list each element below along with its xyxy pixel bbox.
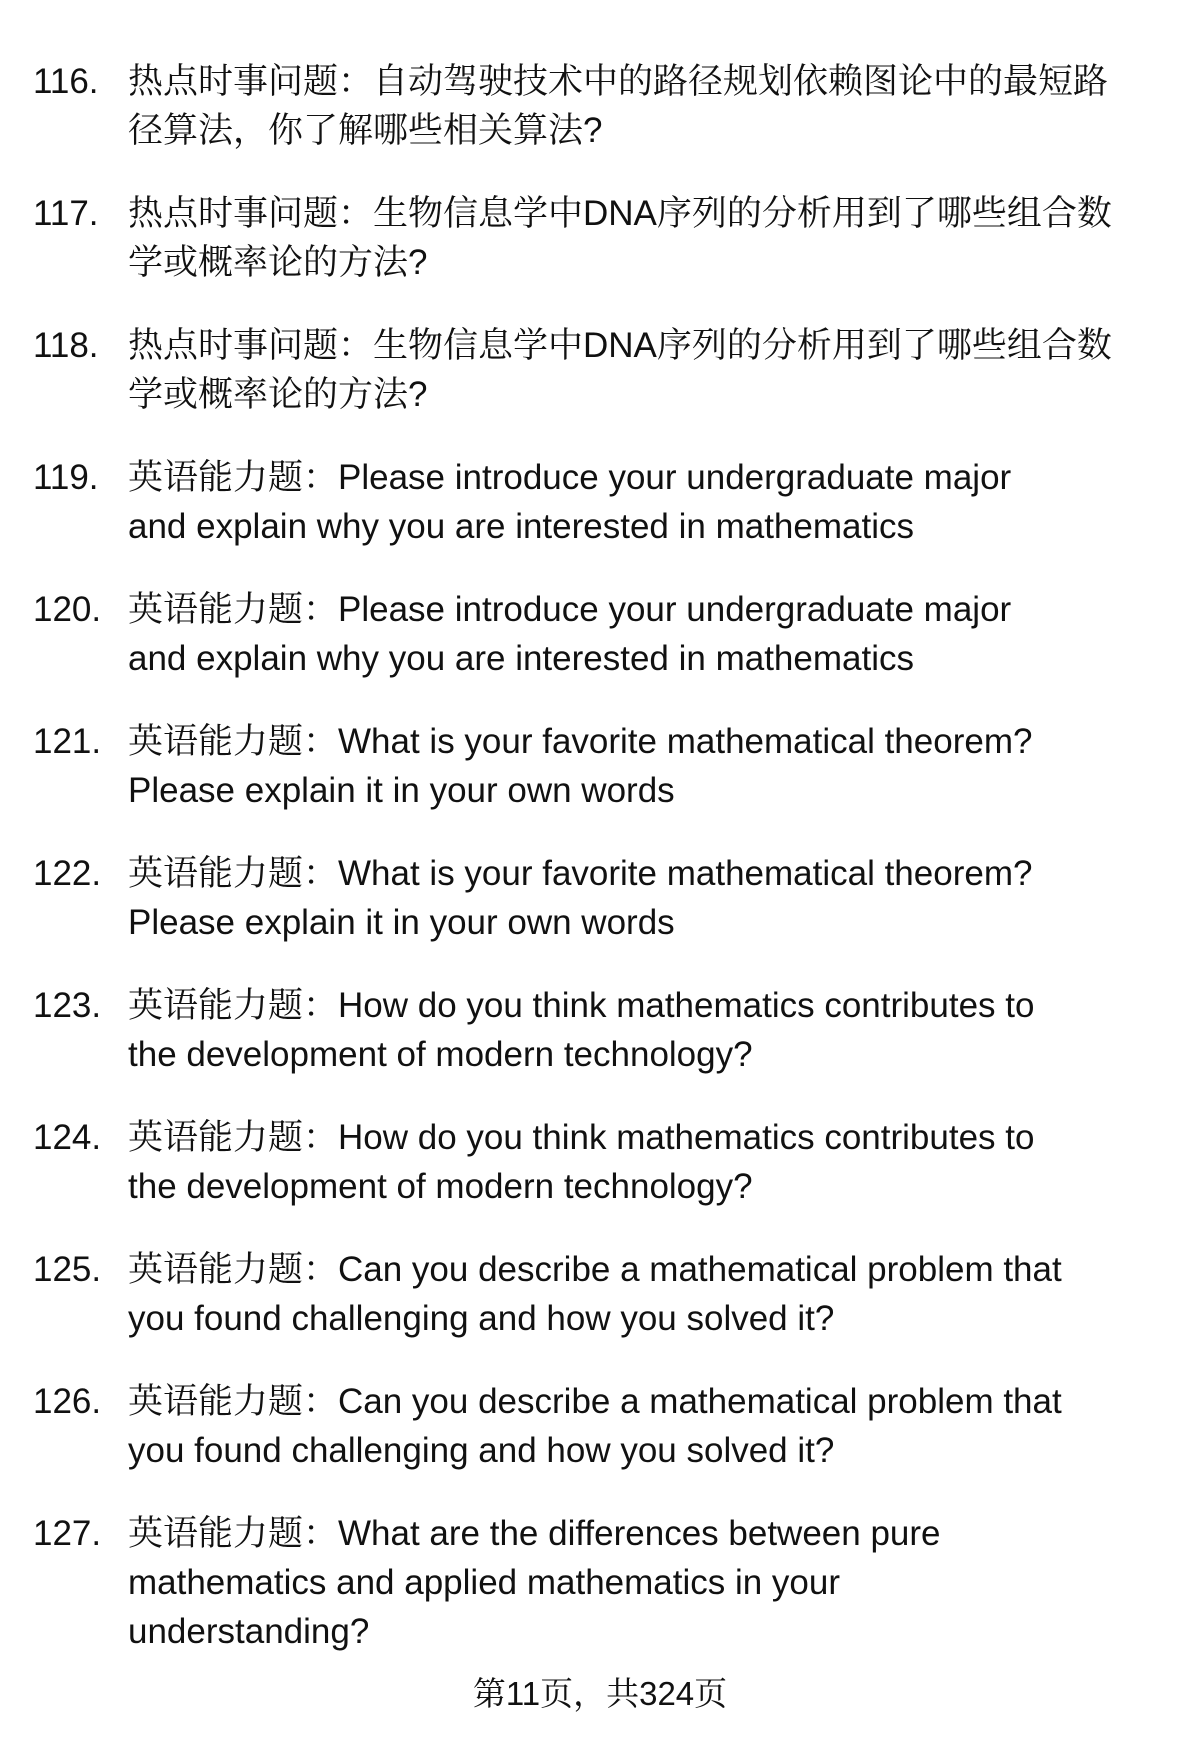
question-item [33,585,1183,683]
question-item [33,57,1183,155]
question-item [33,1245,1183,1343]
question-item [33,189,1183,287]
question-number: 121. [33,722,102,761]
question-number: 116. [33,62,99,101]
question-line: 径算法，你了解哪些相关算法? [128,111,603,150]
question-number: 127. [33,1514,102,1553]
question-line: 热点时事问题：自动驾驶技术中的路径规划依赖图论中的最短路 [128,62,1109,101]
question-line: you found challenging and how you solved it? [128,1299,835,1338]
question-line: 英语能力题：What is your favorite mathematical theorem? [128,722,1033,761]
question-item [33,321,1183,419]
question-text [128,585,1183,683]
question-line: and explain why you are interested in mathematics [128,639,914,678]
question-text [128,57,1183,155]
question-line: 英语能力题：How do you think mathematics contributes to [128,1118,1035,1157]
question-line: 学或概率论的方法? [128,375,428,414]
question-number: 119. [33,458,99,497]
question-line: 英语能力题：What are the differences between pure [128,1514,941,1553]
question-line: mathematics and applied mathematics in your [128,1563,841,1602]
question-line: 英语能力题：Can you describe a mathematical problem that [128,1250,1062,1289]
question-item [33,717,1183,815]
question-text [128,717,1183,815]
question-text [128,453,1183,551]
question-number: 117. [33,194,99,233]
question-line: understanding? [128,1612,370,1651]
question-number: 123. [33,986,102,1025]
question-item [33,1509,1183,1656]
page-number-label: 第11页，共324页 [472,1675,728,1712]
question-list [33,57,1183,1690]
question-line: Please explain it in your own words [128,771,675,810]
question-line: you found challenging and how you solved it? [128,1431,835,1470]
question-line: Please explain it in your own words [128,903,675,942]
question-text [128,1509,1183,1656]
page-footer [0,1672,1200,1716]
question-line: the development of modern technology? [128,1167,753,1206]
question-text [128,321,1183,419]
question-number: 120. [33,590,102,629]
question-number: 125. [33,1250,102,1289]
question-text [128,1377,1183,1475]
question-number: 124. [33,1118,102,1157]
question-text [128,981,1183,1079]
question-number: 126. [33,1382,102,1421]
question-line: 英语能力题：How do you think mathematics contributes to [128,986,1035,1025]
question-text [128,189,1183,287]
question-number: 122. [33,854,102,893]
question-line: and explain why you are interested in mathematics [128,507,914,546]
question-line: 英语能力题：What is your favorite mathematical theorem? [128,854,1033,893]
question-line: 热点时事问题：生物信息学中DNA序列的分析用到了哪些组合数 [128,194,1112,233]
question-item [33,1377,1183,1475]
question-line: 英语能力题：Please introduce your undergraduate major [128,458,1012,497]
question-line: 学或概率论的方法? [128,243,428,282]
question-number: 118. [33,326,99,365]
question-line: 热点时事问题：生物信息学中DNA序列的分析用到了哪些组合数 [128,326,1112,365]
question-item [33,1113,1183,1211]
question-item [33,981,1183,1079]
question-text [128,1113,1183,1211]
question-text [128,1245,1183,1343]
question-line: the development of modern technology? [128,1035,753,1074]
question-item [33,453,1183,551]
question-line: 英语能力题：Please introduce your undergraduate major [128,590,1012,629]
question-text [128,849,1183,947]
question-item [33,849,1183,947]
question-line: 英语能力题：Can you describe a mathematical problem that [128,1382,1062,1421]
